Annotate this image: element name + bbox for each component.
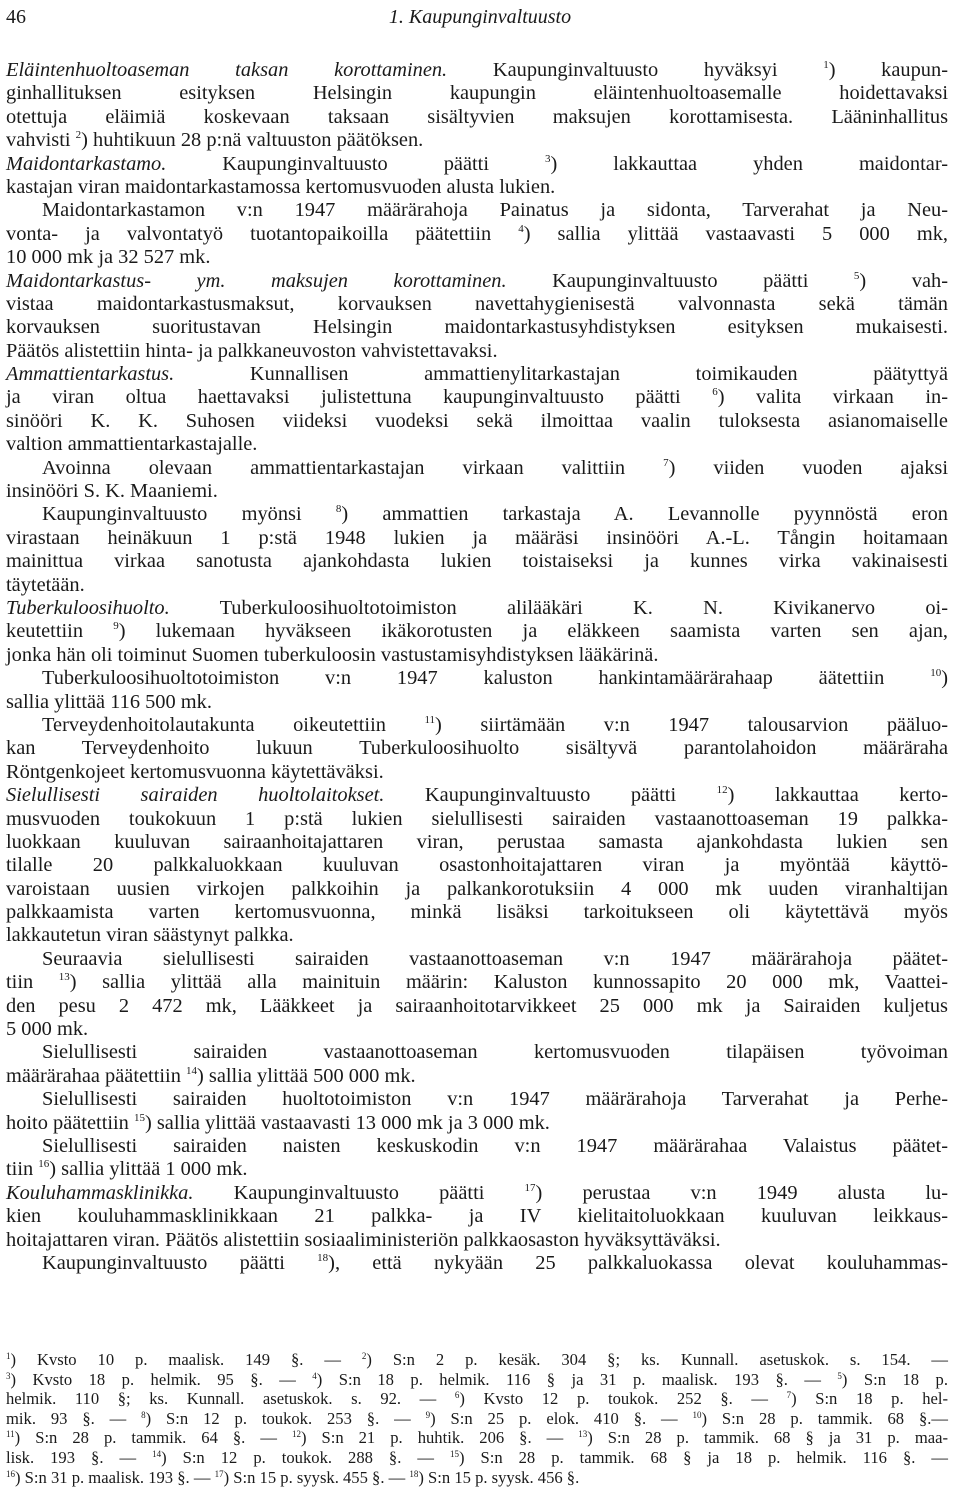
footnote-ref: 17 — [214, 1468, 224, 1479]
footnote-ref: 6 — [712, 386, 718, 399]
text-line — [6, 480, 948, 503]
text-line — [6, 153, 948, 176]
footnote-ref: 13 — [58, 971, 70, 984]
section-heading: Tuberkuloosihuolto. — [6, 596, 170, 619]
text-line — [6, 714, 948, 737]
text-run: ) S:n 28 p. tammik. 68 § ja 31 p. maa- — [587, 1428, 948, 1448]
text-line — [6, 1018, 948, 1041]
footnote-ref: 10 — [692, 1409, 702, 1420]
footnote-ref: 17 — [524, 1181, 536, 1194]
text-line — [6, 924, 948, 947]
footnote-line — [6, 1370, 948, 1390]
text-run: insinööri S. K. Maaniemi. — [6, 480, 218, 503]
text-run: Kaupunginvaltuusto päätti — [42, 1251, 318, 1274]
text-line — [6, 293, 948, 316]
text-run: jonka hän oli toiminut Suomen tuberkuloosin vastustamisyhdistyksen lääkärinä. — [6, 643, 659, 666]
text-line — [6, 737, 948, 760]
text-line — [6, 808, 948, 831]
text-run: ) S:n 18 p. — [841, 1369, 949, 1389]
footnote-ref: 16 — [38, 1158, 50, 1171]
text-run: Tuberkuloosihuoltotoimiston v:n 1947 kaluston hankintamäärärahaap äätettiin — [42, 667, 931, 690]
text-run: ) S:n 15 p. syysk. 455 §. — — [223, 1467, 410, 1487]
text-line — [6, 620, 948, 643]
text-line — [6, 1158, 948, 1181]
section-heading: Eläintenhuoltoaseman taksan korottaminen. — [6, 59, 448, 81]
footnote-ref: 5 — [853, 269, 860, 282]
text-run: sinööri K. K. Suhosen viideksi vuodeksi sekä ilmoittaa vaalin tuloksesta asianomaiselle — [6, 409, 948, 432]
text-run: Kaupunginvaltuusto hyväksyi — [447, 59, 824, 81]
footnote-ref: 7 — [786, 1390, 792, 1401]
text-run: kan Terveydenhoito lukuun Tuberkuloosihuolto sisältyvä parantolahoidon määräraha — [6, 737, 948, 760]
text-run: musvuoden toukokuun 1 p:stä lukien sielullisesti sairaiden vastaanottoaseman 19 palkka- — [6, 807, 948, 830]
footnote-line — [6, 1448, 948, 1468]
text-run: 10 000 mk ja 32 527 mk. — [6, 246, 211, 269]
text-run: virastaan heinäkuun 1 p:stä 1948 lukien ja määräsi insinööri A.-L. Tångin hoitamaan — [6, 526, 948, 549]
footnote-ref: 6 — [454, 1390, 460, 1401]
footnote-line — [6, 1350, 948, 1370]
text-run: kastajan viran maidontarkastamossa kertomusvuoden alusta lukien. — [6, 175, 556, 198]
text-line — [6, 1229, 948, 1252]
text-run: vistaa maidontarkastusmaksut, korvauksen navettahygienisestä valvonnasta sekä tämän — [6, 292, 948, 315]
text-run: ) perustaa v:n 1949 alusta lu- — [535, 1181, 948, 1204]
text-line — [6, 878, 948, 901]
text-run: Kaupunginvaltuusto päätti — [384, 784, 717, 807]
footnote-line — [6, 1409, 948, 1429]
text-line — [6, 246, 948, 269]
text-run: ) S:n 28 p. tammik. 68 § ja 18 p. helmik. 116 §. — — [458, 1447, 948, 1467]
text-run: Röntgenkojeet kertomusvuonna käytettäväksi. — [6, 760, 384, 783]
text-run: Kunnallisen ammattienylitarkastajan toimikauden päätyttyä — [174, 363, 948, 386]
text-run: Avoinna olevaan ammattientarkastajan virkaan valittiin — [42, 456, 664, 479]
section-heading: Maidontarkastus- ym. maksujen korottaminen. — [6, 269, 507, 292]
section-heading: Maidontarkastamo. — [6, 152, 167, 175]
text-run: ) sallia ylittää vastaavasti 13 000 mk ja 3 000 mk. — [144, 1111, 550, 1134]
footnote-ref: 15 — [449, 1448, 459, 1459]
text-run: hoitajattaren viran. Päätös alistettiin sosiaaliministeriön palkkaosaston hyväksyttäväksi. — [6, 1228, 721, 1251]
text-run: Sielullisesti sairaiden huoltotoimiston v:n 1947 määrärahoja Tarverahat ja Perhe- — [42, 1088, 948, 1111]
text-run: ) S:n 18 p. hel- — [791, 1389, 948, 1409]
text-line — [6, 270, 948, 293]
text-run: mik. 93 §. — — [6, 1408, 142, 1428]
footnote-ref: 18 — [317, 1251, 329, 1264]
text-run: otettuja eläimiä koskevaan taksaan sisältyvien maksujen korottamisesta. Lääninhallitus — [6, 105, 948, 128]
text-run: tiin — [6, 1158, 39, 1181]
text-run: määrärahaa päätettiin — [6, 1064, 187, 1087]
text-run: Seuraavia sielullisesti sairaiden vastaanottoaseman v:n 1947 määrärahoja päätet- — [42, 947, 948, 970]
footnote-ref: 12 — [291, 1429, 301, 1440]
text-line — [6, 457, 948, 480]
footnote-line — [6, 1468, 948, 1488]
text-run: kien kouluhammasklinikkaan 21 palkka- ja IV kielitaitoluokkaan kuuluvan leikkaus- — [6, 1205, 948, 1228]
text-run: ) S:n 21 p. huhtik. 206 §. — — [300, 1428, 579, 1448]
text-line — [6, 1041, 948, 1064]
footnote-ref: 18 — [409, 1468, 419, 1479]
text-line — [6, 316, 948, 339]
text-line — [6, 386, 948, 409]
text-run: ) sallia ylittää 500 000 mk. — [197, 1064, 416, 1087]
text-line — [6, 901, 948, 924]
text-line — [6, 223, 948, 246]
text-run: ginhallituksen esityksen Helsingin kaupungin eläintenhuoltoasemalle hoidettavaksi — [6, 82, 948, 105]
text-run: Päätös alistettiin hinta- ja palkkaneuvoston vahvistettavaksi. — [6, 339, 498, 362]
text-run: Maidontarkastamon v:n 1947 määrärahoja Painatus ja sidonta, Tarverahat ja Neu- — [42, 199, 948, 222]
text-line — [6, 1088, 948, 1111]
text-line — [6, 691, 948, 714]
footnote-ref: 14 — [186, 1064, 198, 1077]
text-run: ) S:n 15 p. syysk. 456 §. — [418, 1467, 580, 1487]
page-number: 46 — [6, 6, 26, 28]
text-run: ) Kvsto 10 p. maalisk. 149 §. — — [10, 1350, 362, 1369]
text-run: korvauksen suoritustavan Helsingin maidontarkastusyhdistyksen esityksen mukaisesti. — [6, 316, 948, 339]
text-run: ) sallia ylittää vastaavasti 5 000 mk, — [523, 222, 948, 245]
text-line — [6, 363, 948, 386]
text-run: Kaupunginvaltuusto päätti — [193, 1181, 525, 1204]
text-run: ) S:n 2 p. kesäk. 304 §; ks. Kunnall. asetuskok. s. 154. — — [366, 1350, 948, 1369]
footnote-ref: 5 — [837, 1370, 842, 1381]
text-run: ) sallia ylittää alla mainituin määrin: Kaluston kunnossapito 20 000 mk, Vaattei- — [69, 971, 948, 994]
body-text — [6, 59, 948, 1275]
text-run: den pesu 2 472 mk, Lääkkeet ja sairaanhoitotarvikkeet 25 000 mk ja Sairaiden kuljetus — [6, 994, 948, 1017]
text-run: ) S:n 28 p. tammik. 68 §.— — [701, 1408, 948, 1428]
footnote-ref: 2 — [75, 129, 82, 142]
text-run: Kaupunginvaltuusto päätti — [506, 269, 854, 292]
footnote-ref: 10 — [930, 667, 942, 680]
text-run: mainittua virkaa sanotusta ajankohdasta lukien toistaiseksi ja kunnes virka vakinaisesti — [6, 550, 948, 573]
text-run: ja viran oltua haettavaksi julistettuna kaupunginvaltuusto päätti — [6, 386, 713, 409]
text-run: ) S:n 18 p. helmik. 116 § ja 31 p. maalisk. 193 §. — — [316, 1369, 838, 1389]
text-line — [6, 667, 948, 690]
text-run: ) S:n 31 p. maalisk. 193 §. — — [15, 1467, 215, 1487]
text-line — [6, 433, 948, 456]
footnote-ref: 15 — [133, 1111, 145, 1124]
footnote-ref: 3 — [6, 1370, 11, 1381]
page-header — [6, 2, 954, 32]
text-run: ) Kvsto 12 p. toukok. 252 §. — — [459, 1389, 787, 1409]
text-line — [6, 176, 948, 199]
text-run: ) huhtikuun 28 p:nä valtuuston päätöksen. — [81, 129, 424, 152]
text-run: ) valita virkaan in- — [717, 386, 948, 409]
footnote-ref: 7 — [663, 456, 669, 469]
footnote-ref: 3 — [545, 152, 551, 165]
text-run: Terveydenhoitolautakunta oikeutettiin — [42, 713, 425, 736]
text-run: ) lukemaan hyväkseen ikäkorotusten ja eläkkeen saamista varten sen ajan, — [118, 620, 948, 643]
footnote-ref: 4 — [518, 222, 524, 235]
text-line — [6, 1135, 948, 1158]
text-line — [6, 550, 948, 573]
text-run: ) — [941, 667, 948, 690]
text-run: ), että nykyään 25 palkkaluokassa olevat kouluhammas- — [328, 1251, 948, 1274]
text-run: täytetään. — [6, 573, 85, 596]
text-run: vahvisti — [6, 129, 76, 152]
footnote-ref: 1 — [6, 1351, 11, 1361]
footnote-ref: 12 — [716, 784, 728, 797]
section-heading: Ammattientarkastus. — [6, 363, 175, 386]
text-run: ) sallia ylittää 1 000 mk. — [49, 1158, 248, 1181]
footnote-ref: 8 — [335, 503, 342, 516]
text-line — [6, 106, 948, 129]
text-line — [6, 410, 948, 433]
running-title: 1. Kaupunginvaltuusto — [388, 6, 572, 28]
text-run: ) S:n 12 p. toukok. 253 §. — — [145, 1408, 426, 1428]
text-line — [6, 971, 948, 994]
text-run: helmik. 110 §; ks. Kunnall. asetuskok. s. 92. — — [6, 1389, 455, 1409]
footnote-ref: 11 — [424, 713, 436, 726]
footnote-line — [6, 1428, 948, 1448]
text-line — [6, 340, 948, 363]
footnote-ref: 4 — [312, 1370, 317, 1381]
text-line — [6, 1065, 948, 1088]
text-run: 5 000 mk. — [6, 1018, 89, 1041]
footnote-ref: 11 — [6, 1429, 15, 1440]
text-line — [6, 831, 948, 854]
footnote-ref: 16 — [6, 1468, 15, 1479]
text-line — [6, 597, 948, 620]
text-run: ) kaupun- — [828, 59, 948, 81]
text-run: Kaupunginvaltuusto päätti — [166, 152, 545, 175]
text-line — [6, 527, 948, 550]
text-run: lisk. 193 §. — — [6, 1447, 153, 1467]
section-heading: Kouluhammasklinikka. — [6, 1181, 194, 1204]
text-run: ) S:n 12 p. toukok. 288 §. — — [161, 1447, 450, 1467]
text-run: ) ammattien tarkastaja A. Levannolle pyynnöstä eron — [341, 503, 949, 526]
text-run: Kaupunginvaltuusto myönsi — [42, 503, 336, 526]
text-run: Tuberkuloosihuoltotoimiston alilääkäri K. N. Kivikanervo oi- — [169, 596, 948, 619]
footnote-ref: 9 — [113, 620, 119, 633]
text-run: varoistaan uusien virkojen palkkoihin ja palkankorotuksiin 4 000 mk uuden viranhaltijan — [6, 877, 948, 900]
text-line — [6, 995, 948, 1018]
section-heading: Sielullisesti sairaiden huoltolaitokset. — [6, 784, 385, 807]
footnote-ref: 9 — [425, 1409, 431, 1420]
footnote-ref: 8 — [141, 1409, 146, 1420]
text-line — [6, 948, 948, 971]
text-run: ) vah- — [859, 269, 948, 292]
text-run: palkkaamista varten kertomusvuonna, minkä lisäksi tarkoitukseen oli käytettävä myös — [6, 901, 948, 924]
text-line — [6, 784, 948, 807]
text-line — [6, 1252, 948, 1275]
text-line — [6, 644, 948, 667]
footnotes — [6, 1350, 948, 1487]
footnote-ref: 13 — [578, 1429, 588, 1440]
text-run: ) lakkauttaa kerto- — [727, 784, 948, 807]
text-run: ) S:n 28 p. tammik. 64 §. — — [14, 1428, 292, 1448]
text-line — [6, 761, 948, 784]
text-line — [6, 129, 948, 152]
text-run: hoito päätettiin — [6, 1111, 134, 1134]
text-run: ) lakkauttaa yhden maidontar- — [550, 152, 948, 175]
text-line — [6, 1182, 948, 1205]
text-line — [6, 503, 948, 526]
text-run: lakkautetun viran säästynyt palkka. — [6, 924, 294, 947]
text-run: vonta- ja valvontatyö tuotantopaikoilla päätettiin — [6, 222, 519, 245]
text-line — [6, 1112, 948, 1135]
text-run: ) Kvsto 18 p. helmik. 95 §. — — [10, 1369, 313, 1389]
text-run: tiin — [6, 971, 59, 994]
footnote-ref: 14 — [152, 1448, 162, 1459]
text-run: keutettiin — [6, 620, 114, 643]
text-run: tilalle 20 palkkaluokkaan kuuluvan osastonhoitajattaren viran ja myöntää käyttö- — [6, 854, 948, 877]
text-line — [6, 82, 948, 105]
footnote-ref: 1 — [823, 59, 829, 71]
text-run: Sielullisesti sairaiden naisten keskuskodin v:n 1947 määrärahaa Valaistus päätet- — [42, 1134, 948, 1157]
text-run: valtion ammattientarkastajalle. — [6, 433, 258, 456]
text-run: luokkaan kuuluvan sairaanhoitajattaren viran, perustaa samasta ajankohdasta lukien sen — [6, 830, 948, 853]
text-run: Sielullisesti sairaiden vastaanottoaseman kertomusvuoden tilapäisen työvoiman — [42, 1041, 948, 1064]
footnote-ref: 2 — [361, 1351, 367, 1361]
text-run: ) S:n 25 p. elok. 410 §. — — [430, 1408, 693, 1428]
text-line — [6, 59, 948, 82]
text-line — [6, 574, 948, 597]
text-line — [6, 199, 948, 222]
text-line — [6, 854, 948, 877]
text-run: sallia ylittää 116 500 mk. — [6, 690, 212, 713]
footnote-line — [6, 1389, 948, 1409]
text-line — [6, 1205, 948, 1228]
text-run: ) siirtämään v:n 1947 talousarvion pääluo- — [435, 713, 948, 736]
text-run: ) viiden vuoden ajaksi — [668, 456, 948, 479]
